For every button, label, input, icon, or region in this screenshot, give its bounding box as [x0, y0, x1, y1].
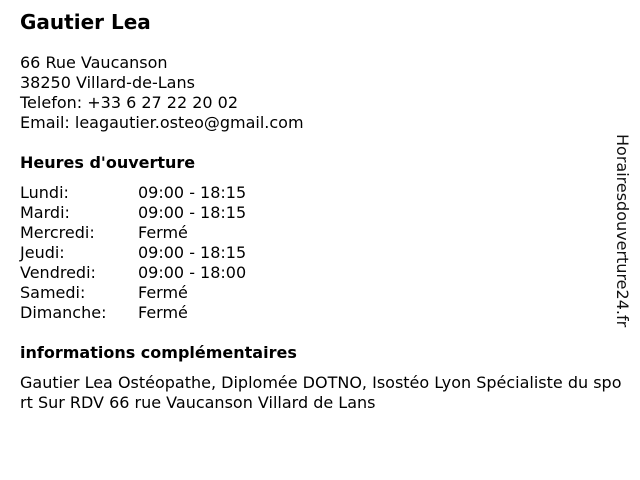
hours-time: 09:00 - 18:15: [138, 203, 247, 222]
hours-row-wednesday: [20, 223, 630, 243]
hours-day: Jeudi:: [20, 243, 65, 262]
hours-time: Fermé: [138, 303, 188, 322]
hours-day: Samedi:: [20, 283, 86, 302]
hours-title: Heures d'ouverture: [20, 153, 196, 172]
address-line-1: 66 Rue Vaucanson: [20, 53, 168, 72]
hours-time: 09:00 - 18:00: [138, 263, 247, 282]
hours-day: Mardi:: [20, 203, 70, 222]
info-text: Gautier Lea Ostéopathe, Diplomée DOTNO, Isostéo Lyon Spécialiste du sport Sur RDV 66 rue Vaucanson Villard de Lans: [20, 373, 622, 412]
email-line: Email: leagautier.osteo@gmail.com: [20, 113, 304, 132]
hours-row-sunday: [20, 303, 630, 323]
phone-line: Telefon: +33 6 27 22 20 02: [20, 93, 239, 112]
hours-day: Vendredi:: [20, 263, 96, 282]
site-watermark: Horairesdouverture24.fr: [613, 134, 632, 328]
hours-row-monday: [20, 183, 630, 203]
hours-day: Lundi:: [20, 183, 69, 202]
hours-time: 09:00 - 18:15: [138, 243, 247, 262]
hours-row-thursday: [20, 243, 630, 263]
hours-time: Fermé: [138, 223, 188, 242]
hours-time: Fermé: [138, 283, 188, 302]
info-title: informations complémentaires: [20, 343, 297, 362]
business-name: Gautier Lea: [20, 10, 151, 34]
hours-row-saturday: [20, 283, 630, 303]
hours-time: 09:00 - 18:15: [138, 183, 247, 202]
hours-row-friday: [20, 263, 630, 283]
hours-day: Dimanche:: [20, 303, 107, 322]
hours-row-tuesday: [20, 203, 630, 223]
hours-table: [20, 183, 630, 323]
address-line-2: 38250 Villard-de-Lans: [20, 73, 195, 92]
business-card: [20, 10, 630, 413]
hours-day: Mercredi:: [20, 223, 95, 242]
